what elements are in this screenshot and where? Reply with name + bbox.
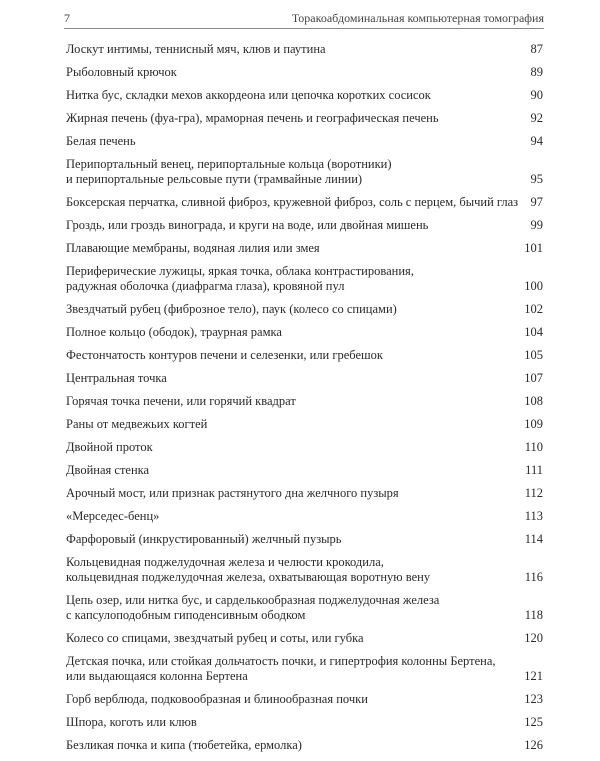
- toc-entry-title: [66, 509, 543, 524]
- toc-entry-page-number: 99: [530, 218, 543, 232]
- toc-entry: [66, 65, 543, 80]
- toc-entry: [66, 394, 543, 409]
- toc-entry-title: [66, 348, 543, 363]
- toc-entry-title: [66, 88, 543, 103]
- toc-entry-title-line: Звездчатый рубец (фиброзное тело), паук (колесо со спицами): [66, 302, 397, 316]
- toc-entry-page-number: 101: [524, 241, 543, 255]
- toc-entry-title: [66, 264, 543, 294]
- toc-entry-page-number: 92: [530, 111, 543, 125]
- toc-entry-title-line: Гроздь, или гроздь винограда, и круги на воде, или двойная мишень: [66, 218, 429, 232]
- toc-entry: [66, 241, 543, 256]
- toc-entry-title-line: Раны от медвежьих когтей: [66, 417, 208, 431]
- toc-entry-page-number: 89: [530, 65, 543, 79]
- toc-entry-title-line: Полное кольцо (ободок), траурная рамка: [66, 325, 282, 339]
- toc-entry: [66, 463, 543, 478]
- toc-entry-title-line: Горб верблюда, подковообразная и блинообразная почки: [66, 692, 368, 706]
- toc-entry: [66, 715, 543, 730]
- toc-entry-title: [66, 692, 543, 707]
- toc-entry: [66, 738, 543, 753]
- running-header: [64, 10, 544, 29]
- toc-entry-title-line: Лоскут интимы, теннисный мяч, клюв и паутина: [66, 42, 326, 56]
- toc-entry-title: [66, 593, 543, 623]
- toc-entry-title-line: Перипортальный венец, перипортальные кольца (воротники): [66, 157, 392, 171]
- toc-entry-title: [66, 302, 543, 317]
- toc-entry-page-number: 110: [524, 440, 543, 454]
- toc-entry-title-line: Периферические лужицы, яркая точка, облака контрастирования,: [66, 264, 414, 278]
- toc-entry: [66, 348, 543, 363]
- toc-entry: [66, 111, 543, 126]
- toc-entry-page-number: 121: [524, 669, 543, 683]
- toc-entry-title-line: Цепь озер, или нитка бус, и сарделькообразная поджелудочная железа: [66, 593, 440, 607]
- toc-entry-title: [66, 532, 543, 547]
- toc-entry: [66, 134, 543, 149]
- toc-entry: [66, 654, 543, 684]
- toc-entry-title: [66, 631, 543, 646]
- toc-entry: [66, 157, 543, 187]
- toc-entry-title: [66, 195, 543, 210]
- toc-entry-title-line: или выдающаяся колонна Бертена: [66, 669, 248, 683]
- toc-entry-title-line: Жирная печень (фуа-гра), мраморная печень и географическая печень: [66, 111, 439, 125]
- toc-entry: [66, 195, 543, 210]
- toc-entry-page-number: 125: [524, 715, 543, 729]
- toc-entry-page-number: 126: [524, 738, 543, 752]
- toc-entry-title-line: Кольцевидная поджелудочная железа и челюсти крокодила,: [66, 555, 384, 569]
- toc-entry-title-line: Горячая точка печени, или горячий квадрат: [66, 394, 296, 408]
- toc-entry-title: [66, 241, 543, 256]
- toc-entry-page-number: 107: [524, 371, 543, 385]
- toc-entry: [66, 42, 543, 57]
- toc-entry-page-number: 111: [525, 463, 543, 477]
- toc-entry: [66, 532, 543, 547]
- toc-entry: [66, 371, 543, 386]
- toc-entry-page-number: 100: [524, 279, 543, 293]
- toc-entry-title: [66, 218, 543, 233]
- toc-entry-page-number: 102: [524, 302, 543, 316]
- toc-entry-title-line: Плавающие мембраны, водяная лилия или змея: [66, 241, 320, 255]
- toc-entry-title-line: Детская почка, или стойкая дольчатость почки, и гипертрофия колонны Бертена,: [66, 654, 496, 668]
- toc-entry-page-number: 90: [530, 88, 543, 102]
- toc-entry: [66, 325, 543, 340]
- toc-entry-page-number: 118: [524, 608, 543, 622]
- toc-entry-page-number: 95: [530, 172, 543, 186]
- toc-entry-page-number: 116: [524, 570, 543, 584]
- page-number: 7: [64, 11, 70, 25]
- toc-entry: [66, 509, 543, 524]
- toc-entry: [66, 593, 543, 623]
- toc-entry-title: [66, 111, 543, 126]
- table-of-contents: [66, 42, 543, 761]
- toc-entry: [66, 631, 543, 646]
- toc-entry-page-number: 123: [524, 692, 543, 706]
- toc-entry-title-line: Белая печень: [66, 134, 136, 148]
- toc-entry: [66, 218, 543, 233]
- toc-entry: [66, 302, 543, 317]
- toc-entry-title: [66, 654, 543, 684]
- toc-entry-title: [66, 738, 543, 753]
- toc-entry: [66, 555, 543, 585]
- toc-entry-title-line: Шпора, коготь или клюв: [66, 715, 197, 729]
- toc-entry-title: [66, 715, 543, 730]
- toc-entry-page-number: 104: [524, 325, 543, 339]
- toc-entry-page-number: 113: [524, 509, 543, 523]
- toc-entry-page-number: 87: [530, 42, 543, 56]
- toc-entry-page-number: 109: [524, 417, 543, 431]
- toc-entry-title-line: Безликая почка и кипа (тюбетейка, ермолка): [66, 738, 302, 752]
- toc-entry-title: [66, 394, 543, 409]
- toc-entry-title: [66, 463, 543, 478]
- toc-entry-title: [66, 157, 543, 187]
- running-title: Торакоабдоминальная компьютерная томография: [291, 11, 544, 25]
- toc-entry-title: [66, 371, 543, 386]
- toc-entry-title-line: с капсулоподобным гиподенсивным ободком: [66, 608, 306, 622]
- toc-entry-page-number: 97: [530, 195, 543, 209]
- toc-entry-page-number: 108: [524, 394, 543, 408]
- toc-entry-title: [66, 42, 543, 57]
- toc-entry-title-line: Колесо со спицами, звездчатый рубец и соты, или губка: [66, 631, 364, 645]
- toc-entry-title-line: радужная оболочка (диафрагма глаза), кровяной пул: [66, 279, 345, 293]
- toc-entry-title-line: кольцевидная поджелудочная железа, охватывающая воротную вену: [66, 570, 431, 584]
- toc-entry-page-number: 114: [524, 532, 543, 546]
- toc-entry-title-line: Центральная точка: [66, 371, 167, 385]
- toc-entry: [66, 692, 543, 707]
- toc-entry-title: [66, 134, 543, 149]
- toc-entry-title-line: Фарфоровый (инкрустированный) желчный пузырь: [66, 532, 342, 546]
- toc-entry: [66, 88, 543, 103]
- toc-entry-title: [66, 325, 543, 340]
- toc-entry-title-line: и перипортальные рельсовые пути (трамвайные линии): [66, 172, 363, 186]
- toc-entry-title-line: Арочный мост, или признак растянутого дна желчного пузыря: [66, 486, 399, 500]
- toc-entry-title-line: Двойная стенка: [66, 463, 150, 477]
- toc-entry: [66, 417, 543, 432]
- toc-entry-title-line: Боксерская перчатка, сливной фиброз, кружевной фиброз, соль с перцем, бычий глаз: [66, 195, 519, 209]
- toc-entry-page-number: 120: [524, 631, 543, 645]
- toc-entry-page-number: 94: [530, 134, 543, 148]
- toc-entry-title: [66, 65, 543, 80]
- toc-entry-page-number: 112: [524, 486, 543, 500]
- toc-entry-title: [66, 417, 543, 432]
- toc-entry-page-number: 105: [524, 348, 543, 362]
- toc-entry: [66, 440, 543, 455]
- toc-entry: [66, 486, 543, 501]
- toc-entry-title-line: Фестончатость контуров печени и селезенки, или гребешок: [66, 348, 383, 362]
- toc-entry-title-line: Рыболовный крючок: [66, 65, 177, 79]
- toc-entry: [66, 264, 543, 294]
- toc-entry-title-line: «Мерседес-бенц»: [66, 509, 160, 523]
- toc-entry-title-line: Двойной проток: [66, 440, 153, 454]
- toc-entry-title: [66, 486, 543, 501]
- toc-entry-title: [66, 555, 543, 585]
- toc-entry-title-line: Нитка бус, складки мехов аккордеона или цепочка коротких сосисок: [66, 88, 431, 102]
- toc-entry-title: [66, 440, 543, 455]
